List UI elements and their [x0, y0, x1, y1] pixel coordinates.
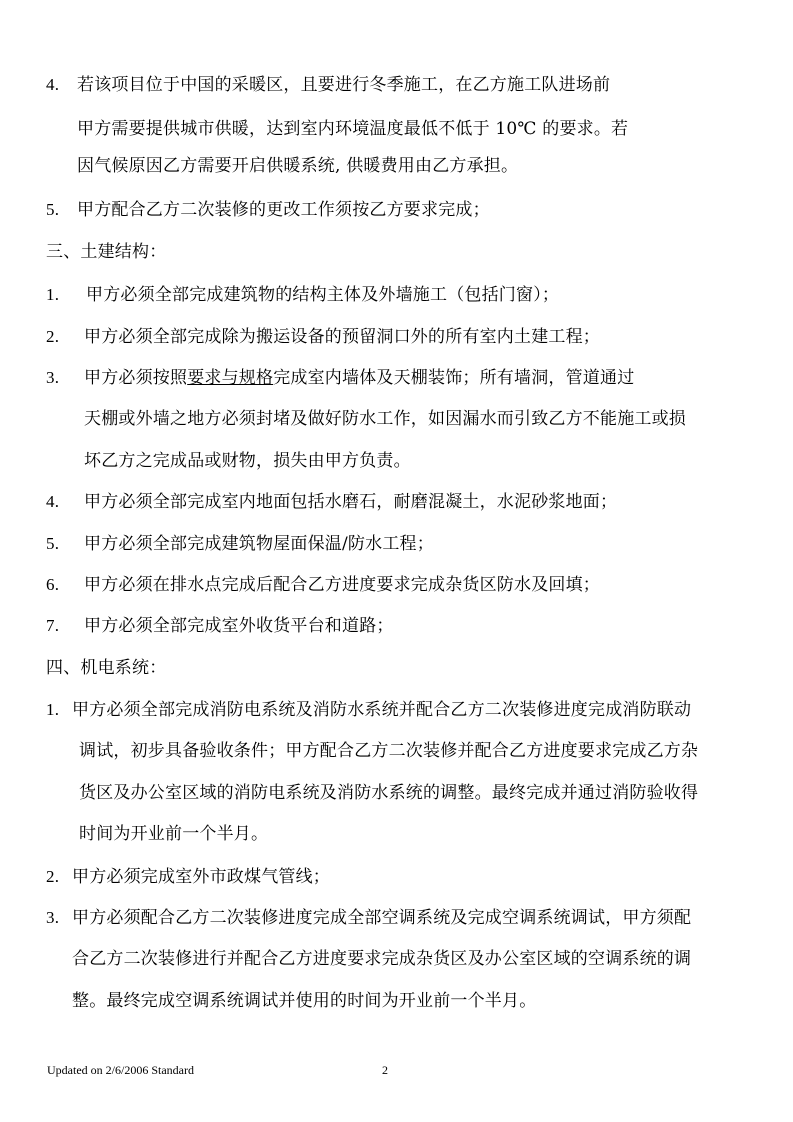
item-number: 6.	[46, 575, 60, 594]
item-number: 2.	[46, 327, 60, 346]
paragraph-line: 整。最终完成空调系统调试并使用的时间为开业前一个半月。	[72, 991, 537, 1011]
paragraph-line: 甲方必须全部完成建筑物屋面保温/防水工程；	[84, 534, 434, 554]
paragraph-line: 因气候原因乙方需要开启供暖系统, 供暖费用由乙方承担。	[77, 156, 519, 176]
paragraph-line: 若该项目位于中国的采暖区，且要进行冬季施工，在乙方施工队进场前	[77, 75, 611, 95]
paragraph-line: 调试，初步具备验收条件；甲方配合乙方二次装修并配合乙方进度要求完成乙方杂	[79, 741, 699, 761]
paragraph-line: 甲方必须在排水点完成后配合乙方进度要求完成杂货区防水及回填；	[84, 575, 600, 595]
item-number: 1.	[46, 700, 60, 719]
paragraph-line: 货区及办公室区域的消防电系统及消防水系统的调整。最终完成并通过消防验收得	[79, 783, 699, 803]
text-run: 完成室内墙体及天棚装饰；所有墙洞，管道通过	[273, 368, 635, 388]
item-number: 5.	[46, 200, 60, 219]
paragraph-line: 甲方配合乙方二次装修的更改工作须按乙方要求完成；	[77, 200, 490, 220]
paragraph-line: 甲方必须全部完成室外收货平台和道路；	[84, 616, 394, 636]
item-number: 4.	[46, 492, 60, 511]
paragraph-line: 甲方必须配合乙方二次装修进度完成全部空调系统及完成空调系统调试，甲方须配	[72, 908, 692, 928]
paragraph-line: 坏乙方之完成品或财物，损失由甲方负责。	[84, 451, 411, 471]
paragraph-line: 甲方必须完成室外市政煤气管线；	[72, 867, 330, 887]
paragraph-line: 合乙方二次装修进行并配合乙方进度要求完成杂货区及办公室区域的空调系统的调	[72, 949, 692, 969]
paragraph-line: 甲方必须全部完成室内地面包括水磨石，耐磨混凝土，水泥砂浆地面；	[84, 492, 618, 512]
item-number: 4.	[46, 75, 60, 94]
item-number: 7.	[46, 616, 60, 635]
section-heading: 三、土建结构：	[46, 242, 167, 262]
item-number: 3.	[46, 908, 60, 927]
text-run: 甲方必须按照	[84, 368, 188, 388]
paragraph-line: 甲方必须全部完成建筑物的结构主体及外墙施工（包括门窗）；	[86, 285, 560, 305]
section-heading: 四、机电系统：	[46, 658, 167, 678]
item-number: 2.	[46, 867, 60, 886]
paragraph-line: 甲方必须全部完成消防电系统及消防水系统并配合乙方二次装修进度完成消防联动	[72, 700, 692, 720]
paragraph-line: 天棚或外墙之地方必须封堵及做好防水工作，如因漏水而引致乙方不能施工或损	[84, 409, 686, 429]
underlined-text: 要求与规格	[187, 368, 274, 388]
item-number: 1.	[46, 285, 60, 304]
item-number: 5.	[46, 534, 60, 553]
paragraph-line: 甲方需要提供城市供暖，达到室内环境温度最低不低于 10℃ 的要求。若	[77, 119, 629, 139]
footer-updated-text: Updated on 2/6/2006 Standard	[47, 1063, 194, 1077]
paragraph-line	[84, 367, 634, 389]
page-number: 2	[382, 1063, 388, 1077]
paragraph-line: 时间为开业前一个半月。	[79, 824, 269, 844]
item-number: 3.	[46, 368, 60, 387]
paragraph-line: 甲方必须全部完成除为搬运设备的预留洞口外的所有室内土建工程；	[84, 327, 600, 347]
